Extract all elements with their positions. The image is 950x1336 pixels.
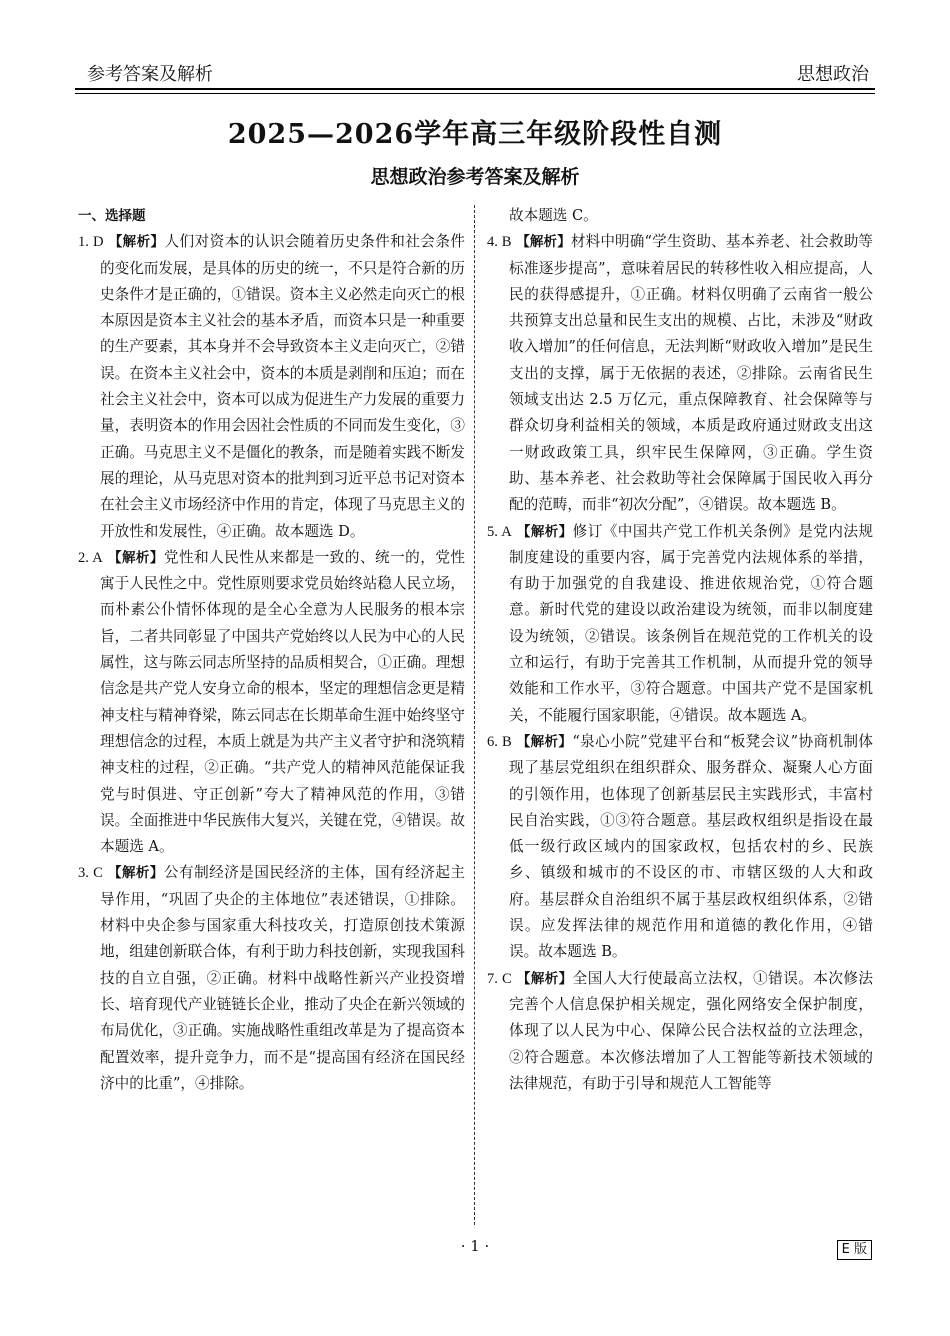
item-number: 2. A bbox=[78, 549, 103, 566]
item-text: 公有制经济是国民经济的主体，国有经济起主导作用，“巩固了央企的主体地位”表述错误，①排除。材料中央企参与国家重大科技攻关，打造原创技术策源地，组建创新联合体，有利于助力科技创新，实现我国科技的自立自强，②正确。材料中战略性新兴产业投资增长、培育现代产业链链长企业，推动了央企在新兴领域的布局优化，③正确。实施战略性重组改革是为了提高资本配置效率，提升竞争力，而不是“提高国有经济在国民经济中的比重”，④排除。 bbox=[100, 864, 466, 1092]
analysis-tag: 【解析】 bbox=[107, 865, 164, 882]
page-title: 2025—2026学年高三年级阶段性自测 bbox=[227, 119, 723, 150]
analysis-tag: 【解析】 bbox=[108, 234, 165, 251]
answer-item bbox=[487, 229, 873, 518]
answer-item bbox=[487, 966, 873, 1097]
item-number: 6. B bbox=[487, 733, 512, 750]
header-rule-thick bbox=[75, 88, 875, 90]
version-badge: E 版 bbox=[837, 1240, 872, 1260]
section-title: 一、选择题 bbox=[78, 208, 146, 224]
answer-item bbox=[78, 229, 465, 545]
item-text: 修订《中国共产党工作机关条例》是党内法规制度建设的重要内容，属于完善党内法规体系的举措，有助于加强党的自我建设、推进依规治党，①符合题意。新时代党的建设以政治建设为统领，而非以制度建设为统领，②错误。该条例旨在规范党的工作机关的设立和运行，有助于完善其工作机制，从而提升党的领导效能和工作水平，③符合题意。中国共产党不是国家机关，不能履行国家职能，④错误。故本题选 A。 bbox=[509, 522, 874, 724]
item-number: 4. B bbox=[487, 234, 512, 251]
page-header bbox=[75, 58, 875, 92]
analysis-tag: 【解析】 bbox=[516, 970, 573, 987]
analysis-tag: 【解析】 bbox=[516, 523, 573, 540]
item-continuation: 故本题选 C。 bbox=[509, 207, 598, 224]
analysis-tag: 【解析】 bbox=[516, 733, 573, 750]
item-number: 7. C bbox=[487, 970, 512, 987]
answer-item bbox=[78, 860, 465, 1097]
item-text: 党性和人民性从来都是一致的、统一的，党性寓于人民性之中。党性原则要求党员始终站稳人民立场，而朴素公仆情怀体现的是全心全意为人民服务的根本宗旨，二者共同彰显了中国共产党始终以人民为中心的人民属性，这与陈云同志所坚持的品质相契合，①正确。理想信念是共产党人安身立命的根本，坚定的理想信念更是精神支柱与精神脊梁，陈云同志在长期革命生涯中始终坚守理想信念的过程，本质上就是为共产主义者守护和浇筑精神支柱的过程，②正确。“共产党人的精神风范能保证我党与时俱进、守正创新”夸大了精神风范的作用，③错误。全面推进中华民族伟大复兴，关键在党，④错误。故本题选 A。 bbox=[100, 548, 466, 856]
right-column bbox=[487, 203, 873, 1097]
item-text: 全国人大行使最高立法权，①错误。本次修法完善个人信息保护相关规定，强化网络安全保护制度，体现了以人民为中心、保障公民合法权益的立法理念，②符合题意。本次修法增加了人工智能等新技术领域的法律规范，有助于引导和规范人工智能等 bbox=[509, 969, 874, 1092]
page-number: · 1 · bbox=[460, 1237, 490, 1255]
header-rule-thin bbox=[75, 93, 875, 94]
analysis-tag: 【解析】 bbox=[516, 234, 571, 251]
item-number: 1. D bbox=[78, 234, 104, 251]
page-subtitle: 思想政治参考答案及解析 bbox=[370, 166, 580, 188]
item-number: 5. A bbox=[487, 523, 512, 540]
answer-item bbox=[487, 519, 873, 729]
analysis-tag: 【解析】 bbox=[107, 549, 164, 566]
answer-item bbox=[78, 545, 465, 861]
column-divider bbox=[474, 205, 475, 1225]
header-left-label: 参考答案及解析 bbox=[87, 64, 213, 85]
header-subject-label: 思想政治 bbox=[797, 64, 869, 85]
left-column bbox=[78, 203, 465, 1097]
item-text: 人们对资本的认识会随着历史条件和社会条件的变化而发展，是具体的历史的统一，不只是符合新的历史条件才是正确的，①错误。资本主义必然走向灭亡的根本原因是资本主义社会的基本矛盾，而资本只是一种重要的生产要素，其本身并不会导致资本主义走向灭亡，②错误。在资本主义社会中，资本的本质是剥削和压迫；而在社会主义社会中，资本可以成为促进生产力发展的重要力量，表明资本的作用会因社会性质的不同而发生变化，③正确。马克思主义不是僵化的教条，而是随着实践不断发展的理论，从马克思对资本的批判到习近平总书记对资本在社会主义市场经济中作用的肯定，体现了马克思主义的开放性和发展性，④正确。故本题选 D。 bbox=[100, 233, 465, 540]
answer-item bbox=[487, 729, 873, 966]
item-text: 材料中明确“学生资助、基本养老、社会救助等标准逐步提高”，意味着居民的转移性收入相应提高，人民的获得感提升，①正确。材料仅明确了云南省一般公共预算支出总量和民生支出的规模、占比，未涉及“财政收入增加”的任何信息，无法判断“财政收入增加”是民生支出的支撑，属于无依据的表述，②排除。云南省民生领域支出达 2.5 万亿元，重点保障教育、社会保障等与群众切身利益相关的领域，本质是政府通过财政支出这一财政政策工具，织牢民生保障网，③正确。学生资助、基本养老、社会救助等社会保障属于国民收入再分配的范畴，而非“初次分配”，④错误。故本题选 B。 bbox=[509, 233, 874, 514]
item-number: 3. C bbox=[78, 865, 103, 882]
item-text: “泉心小院”党建平台和“板凳会议”协商机制体现了基层党组织在组织群众、服务群众、凝聚人心方面的引领作用，也体现了创新基层民主实践形式，丰富村民自治实践，①③符合题意。基层政权组织是指设在最低一级行政区域内的国家政权，包括农村的乡、民族乡、镇级和城市的不设区的市、市辖区级的人大和政府。基层群众自治组织不属于基层政权组织体系，②错误。应发挥法律的规范作用和道德的教化作用，④错误。故本题选 B。 bbox=[509, 732, 873, 961]
